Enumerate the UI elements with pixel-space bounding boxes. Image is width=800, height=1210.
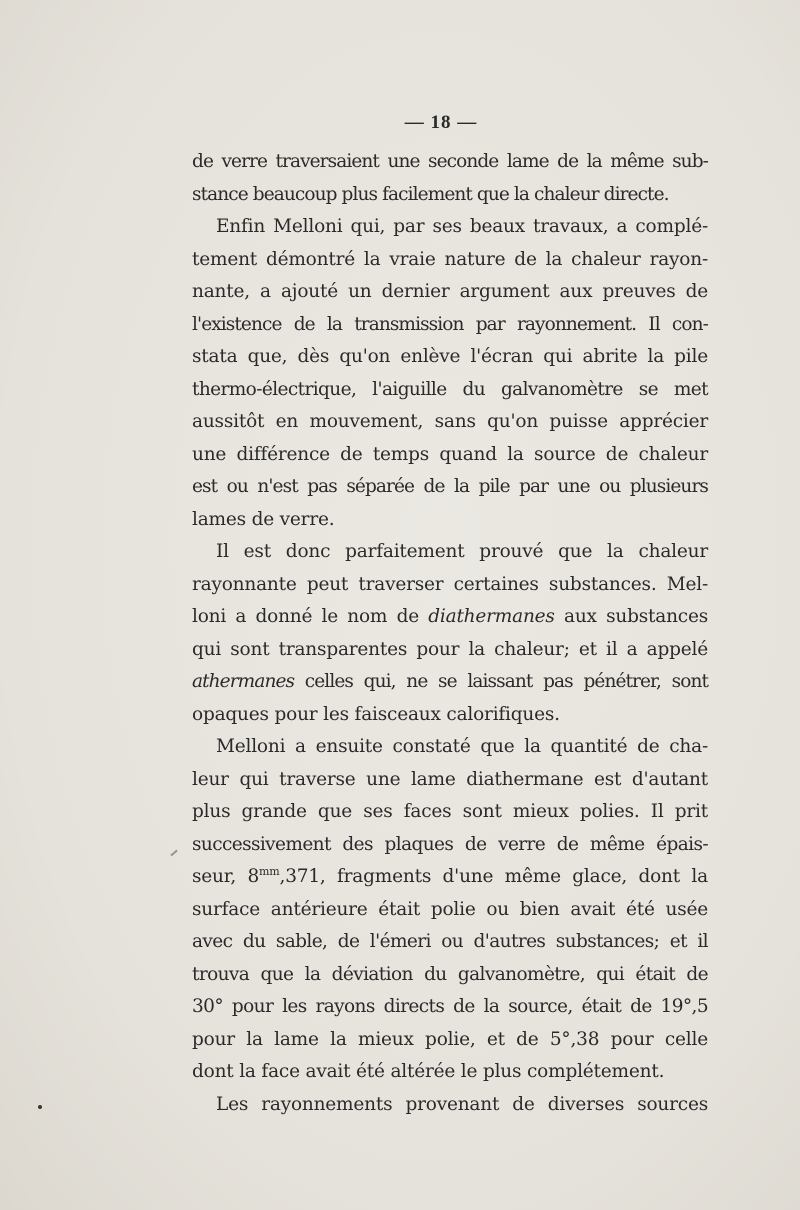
text-line: trouva que la déviation du galvanomètre, qui était de [192, 963, 708, 985]
text-line: qui sont transparentes pour la chaleur; et il a appelé [192, 638, 708, 660]
text-line: Les rayonnements provenant de diverses sources [216, 1093, 708, 1115]
ink-speck [38, 1105, 42, 1109]
body-text [192, 146, 708, 1121]
superscript: mm [259, 865, 280, 878]
text-line: leur qui traverse une lame diathermane est d'autant [192, 768, 708, 790]
text-line: rayonnante peut traverser certaines substances. Mel- [192, 573, 708, 595]
text-line: Enfin Melloni qui, par ses beaux travaux, a complé- [216, 216, 708, 237]
text-line: avec du sable, de l'émeri ou d'autres substances; et il [192, 931, 708, 952]
text-line: stance beaucoup plus facilement que la chaleur directe. [192, 183, 669, 205]
text-line: est ou n'est pas séparée de la pile par une ou plusieurs [192, 476, 708, 497]
italic-term: athermanes [192, 671, 295, 692]
margin-mark [170, 850, 177, 857]
text-line: nante, a ajouté un dernier argument aux preuves de [192, 281, 708, 302]
text-line: opaques pour les faisceaux calorifiques. [192, 703, 560, 725]
text-line: de verre traversaient une seconde lame de la même sub- [192, 151, 708, 172]
text-line: thermo-électrique, l'aiguille du galvanomètre se met [192, 378, 708, 400]
text-line: aussitôt en mouvement, sans qu'on puisse apprécier [192, 411, 708, 432]
text-line: pour la lame la mieux polie, et de 5°,38 pour celle [192, 1028, 708, 1050]
text-line: tement démontré la vraie nature de la chaleur rayon- [192, 248, 708, 270]
text-line: successivement des plaques de verre de même épais- [192, 833, 708, 855]
text-line: surface antérieure était polie ou bien avait été usée [192, 898, 708, 920]
text-line: seur, $8^{mm},371$, fragments d'une même glace, dont la [192, 865, 708, 887]
text-line: lames de verre. [192, 508, 335, 530]
text-line: 30° pour les rayons directs de la source, était de 19°,5 [192, 996, 708, 1017]
text-line: dont la face avait été altérée le plus complétement. [192, 1061, 665, 1082]
text-line: athermanes celles qui, ne se laissant pas pénétrer, sont [192, 671, 708, 692]
text-line: Il est donc parfaitement prouvé que la chaleur [216, 541, 708, 562]
italic-term: diathermanes [428, 606, 555, 627]
text-line: stata que, dès qu'on enlève l'écran qui abrite la pile [192, 346, 708, 367]
text-line: loni a donné le nom de diathermanes aux substances [192, 606, 708, 627]
text-line: plus grande que ses faces sont mieux polies. Il prit [192, 801, 708, 822]
text-line: l'existence de la transmission par rayonnement. Il con- [192, 313, 708, 335]
text-line: une différence de temps quand la source de chaleur [192, 443, 708, 465]
text-line: Melloni a ensuite constaté que la quantité de cha- [216, 736, 708, 757]
page-number: — 18 — [404, 112, 478, 133]
